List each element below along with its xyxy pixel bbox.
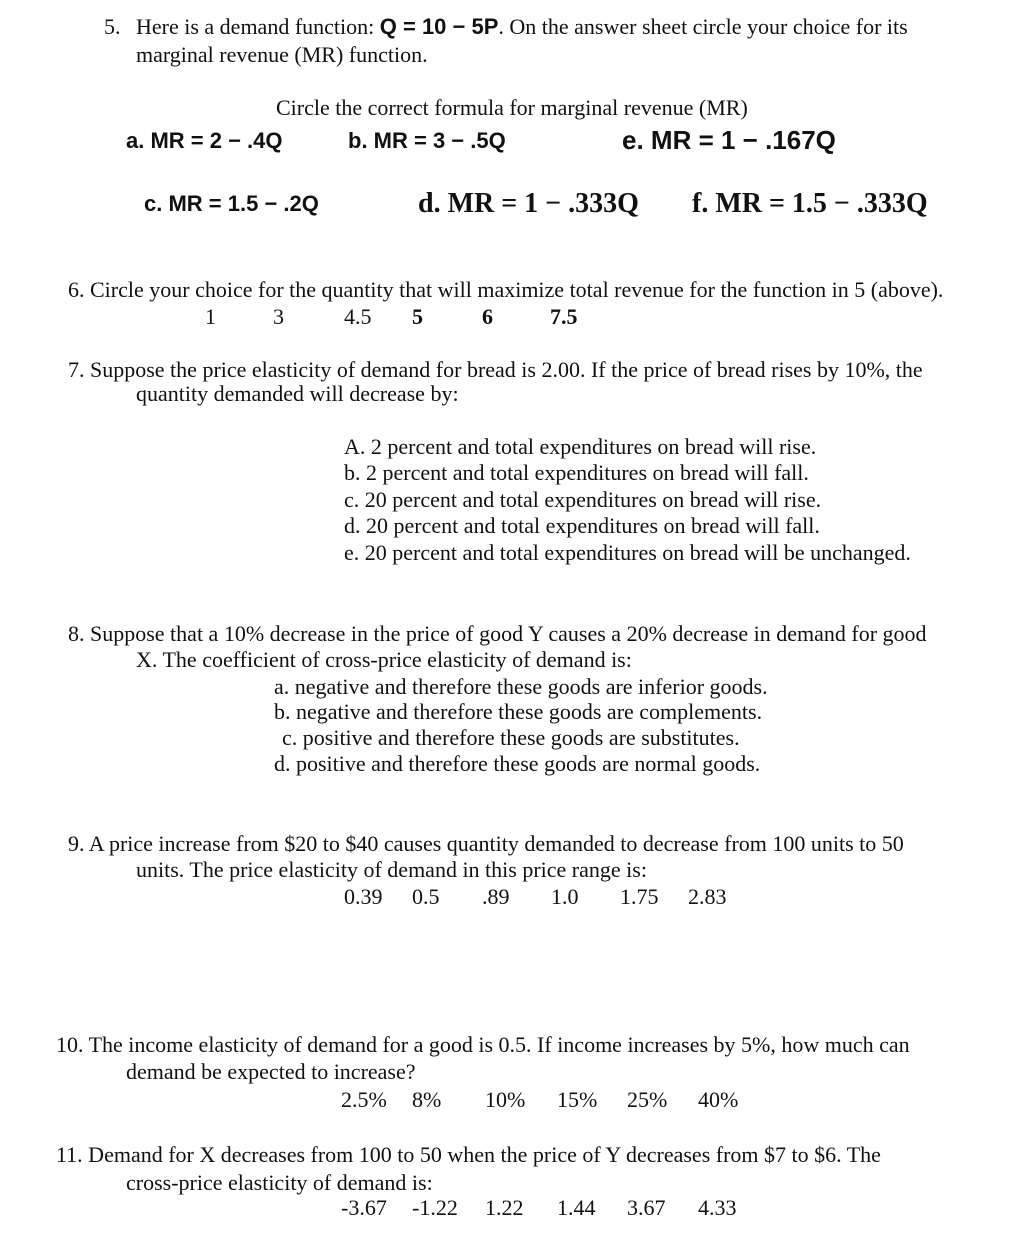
q5-choice-b[interactable]: b. MR = 3 − .5Q — [348, 128, 506, 153]
q8-stem-line1: 8. Suppose that a 10% decrease in the price of good Y causes a 20% decrease in demand for good — [68, 621, 927, 646]
q6-option[interactable]: 7.5 — [550, 304, 578, 329]
q9-option[interactable]: 1.75 — [620, 884, 659, 909]
q5-choice-f[interactable]: f. MR = 1.5 − .333Q — [692, 188, 928, 219]
q10-option[interactable]: 2.5% — [341, 1087, 387, 1112]
q7-stem-line1: 7. Suppose the price elasticity of demand for bread is 2.00. If the price of bread rises by 10%, the — [68, 357, 923, 382]
q5-choice-a[interactable]: a. MR = 2 − .4Q — [126, 128, 283, 153]
q11-stem-line2: cross-price elasticity of demand is: — [126, 1170, 433, 1195]
q11-option[interactable]: 1.44 — [557, 1195, 596, 1220]
q5-line2: marginal revenue (MR) function. — [136, 42, 428, 67]
q6-option[interactable]: 3 — [273, 304, 284, 329]
q9-stem-line1: 9. A price increase from $20 to $40 causes quantity demanded to decrease from 100 units to 50 — [68, 831, 904, 856]
q9-option[interactable]: 0.5 — [412, 884, 440, 909]
q8-option[interactable]: a. negative and therefore these goods are inferior goods. — [274, 674, 768, 699]
q7-stem-line2: quantity demanded will decrease by: — [136, 381, 459, 406]
q10-option[interactable]: 8% — [412, 1087, 442, 1112]
q11-option[interactable]: -3.67 — [341, 1195, 387, 1220]
q5-prompt: Circle the correct formula for marginal revenue (MR) — [276, 95, 748, 120]
q11-option[interactable]: 3.67 — [627, 1195, 666, 1220]
q5-demand-formula: Q = 10 − 5P — [379, 14, 499, 39]
q10-option[interactable]: 40% — [698, 1087, 739, 1112]
q6-stem: 6. Circle your choice for the quantity that will maximize total revenue for the function in 5 (above). — [68, 277, 944, 302]
q7-option[interactable]: c. 20 percent and total expenditures on bread will rise. — [344, 487, 822, 512]
q11-option[interactable]: 4.33 — [698, 1195, 737, 1220]
q10-option[interactable]: 10% — [485, 1087, 526, 1112]
q9-stem-line2: units. The price elasticity of demand in this price range is: — [136, 857, 647, 882]
q9-option[interactable]: 2.83 — [688, 884, 727, 909]
q11-option[interactable]: -1.22 — [412, 1195, 458, 1220]
q5-intro-text-cont: . On the answer sheet circle your choice for its — [498, 14, 908, 39]
q7-option[interactable]: e. 20 percent and total expenditures on bread will be unchanged. — [344, 540, 911, 565]
q11-stem-line1: 11. Demand for X decreases from 100 to 50 when the price of Y decreases from $7 to $6. The — [56, 1142, 881, 1167]
q11-option[interactable]: 1.22 — [485, 1195, 524, 1220]
q5-intro-text: Here is a demand function: — [136, 14, 380, 39]
q7-option[interactable]: A. 2 percent and total expenditures on bread will rise. — [344, 434, 817, 459]
q10-stem-line1: 10. The income elasticity of demand for a good is 0.5. If income increases by 5%, how much can — [56, 1032, 910, 1057]
q6-option[interactable]: 6 — [482, 304, 493, 329]
q9-option[interactable]: .89 — [482, 884, 510, 909]
q9-option[interactable]: 0.39 — [344, 884, 383, 909]
q5-choice-d[interactable]: d. MR = 1 − .333Q — [418, 188, 639, 219]
q5-number: 5. — [104, 14, 121, 39]
q8-option[interactable]: c. positive and therefore these goods are substitutes. — [282, 725, 740, 750]
q6-option[interactable]: 4.5 — [344, 304, 372, 329]
q7-option[interactable]: b. 2 percent and total expenditures on bread will fall. — [344, 460, 809, 485]
q5-choice-c[interactable]: c. MR = 1.5 − .2Q — [144, 191, 319, 216]
q6-option[interactable]: 5 — [412, 304, 423, 329]
q8-stem-line2: X. The coefficient of cross-price elasticity of demand is: — [136, 647, 632, 672]
q10-option[interactable]: 25% — [627, 1087, 668, 1112]
q8-option[interactable]: d. positive and therefore these goods are normal goods. — [274, 751, 761, 776]
q9-option[interactable]: 1.0 — [551, 884, 579, 909]
q7-option[interactable]: d. 20 percent and total expenditures on bread will fall. — [344, 513, 820, 538]
q6-option[interactable]: 1 — [205, 304, 216, 329]
q5-line1 — [104, 14, 908, 40]
q10-option[interactable]: 15% — [557, 1087, 598, 1112]
q8-option[interactable]: b. negative and therefore these goods are complements. — [274, 699, 763, 724]
q10-stem-line2: demand be expected to increase? — [126, 1059, 416, 1084]
q5-choice-e[interactable]: e. MR = 1 − .167Q — [622, 125, 836, 155]
